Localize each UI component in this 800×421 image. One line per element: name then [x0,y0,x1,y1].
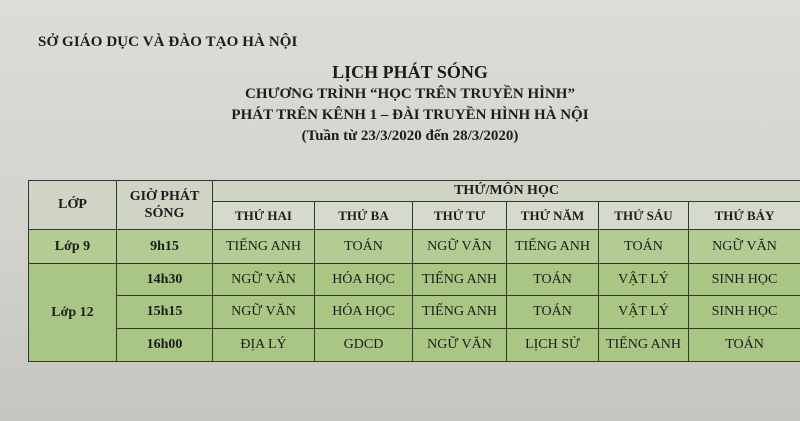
header-day-mon: THỨ HAI [213,202,315,230]
grade12-time-2: 15h15 [117,296,213,329]
table-row [29,329,800,362]
grade12-r3-thu: LỊCH SỬ [507,329,599,362]
grade12-time-1: 14h30 [117,264,213,296]
grade12-time-3: 16h00 [117,329,213,362]
header-day-sat: THỨ BẢY [689,202,800,230]
grade12-r3-mon: ĐỊA LÝ [213,329,315,362]
grade9-time: 9h15 [117,230,213,264]
grade12-r3-wed: NGỮ VĂN [413,329,507,362]
grade9-wed: NGỮ VĂN [413,230,507,264]
grade9-thu: TIẾNG ANH [507,230,599,264]
grade9-label: Lớp 9 [29,230,117,264]
program-subtitle: CHƯƠNG TRÌNH “HỌC TRÊN TRUYỀN HÌNH” [245,86,575,102]
organization-name: SỞ GIÁO DỤC VÀ ĐÀO TẠO HÀ NỘI [38,34,298,50]
grade9-mon: TIẾNG ANH [213,230,315,264]
document-title: LỊCH PHÁT SÓNG [332,62,488,82]
table-row [29,264,800,296]
grade12-r2-wed: TIẾNG ANH [413,296,507,329]
header-time: GIỜ PHÁT SÓNG [117,181,213,230]
grade12-label: Lớp 12 [29,264,117,362]
grade12-r2-tue: HÓA HỌC [315,296,413,329]
grade9-tue: TOÁN [315,230,413,264]
week-range: (Tuần từ 23/3/2020 đến 28/3/2020) [301,128,519,144]
title-block [0,60,800,147]
grade12-r1-mon: NGỮ VĂN [213,264,315,296]
grade12-r2-sat: SINH HỌC [689,296,800,329]
grade12-r1-wed: TIẾNG ANH [413,264,507,296]
grade12-r2-thu: TOÁN [507,296,599,329]
header-day-tue: THỨ BA [315,202,413,230]
header-day-wed: THỨ TƯ [413,202,507,230]
grade12-r1-thu: TOÁN [507,264,599,296]
channel-subtitle: PHÁT TRÊN KÊNH 1 – ĐÀI TRUYỀN HÌNH HÀ NỘI [231,107,589,123]
header-grade: LỚP [29,181,117,230]
grade12-r2-fri: VẬT LÝ [599,296,689,329]
grade12-r3-tue: GDCD [315,329,413,362]
broadcast-schedule-table [28,180,800,362]
grade12-r1-sat: SINH HỌC [689,264,800,296]
grade12-r3-fri: TIẾNG ANH [599,329,689,362]
grade9-fri: TOÁN [599,230,689,264]
grade9-sat: NGỮ VĂN [689,230,800,264]
header-day-fri: THỨ SÁU [599,202,689,230]
grade12-r1-tue: HÓA HỌC [315,264,413,296]
grade12-r1-fri: VẬT LÝ [599,264,689,296]
grade12-r2-mon: NGỮ VĂN [213,296,315,329]
header-subjects: THỨ/MÔN HỌC [213,181,800,202]
table-row [29,296,800,329]
table-row [29,230,800,264]
grade12-r3-sat: TOÁN [689,329,800,362]
header-day-thu: THỨ NĂM [507,202,599,230]
